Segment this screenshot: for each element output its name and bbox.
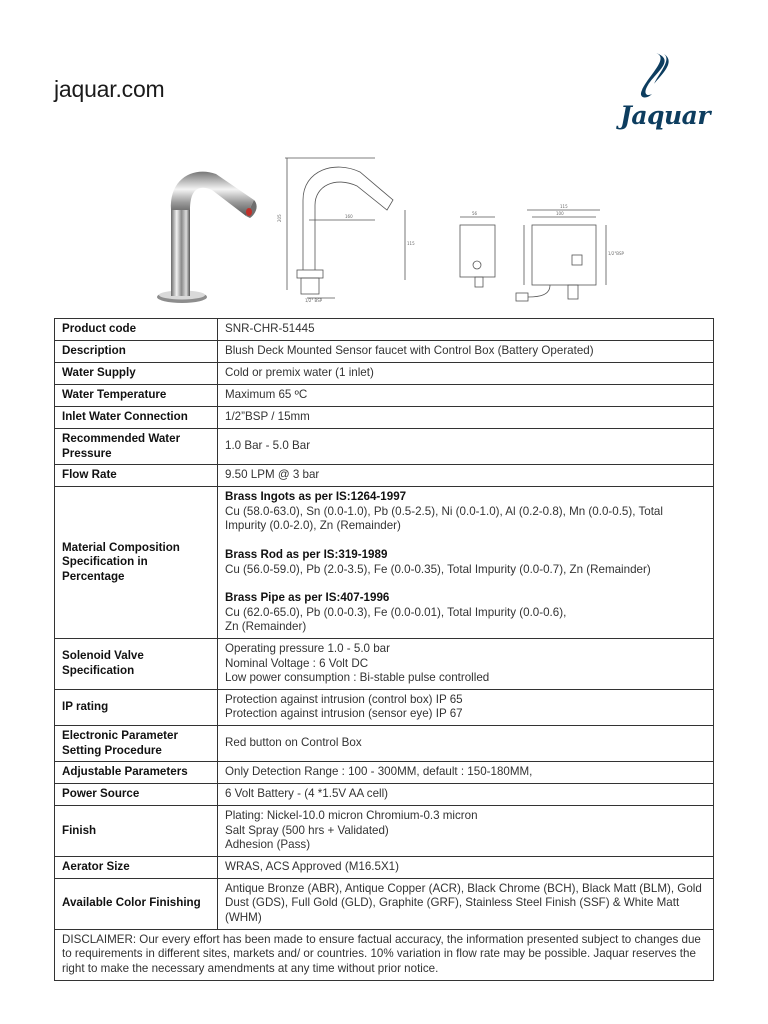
table-row [55, 363, 714, 385]
faucet-technical-drawing [275, 150, 445, 310]
table-row [55, 784, 714, 806]
table-row [55, 341, 714, 363]
svg-text:1/2"BSP: 1/2"BSP [608, 251, 624, 256]
table-row [55, 806, 714, 857]
control-box-drawing [450, 204, 624, 310]
water-temperature-value: Maximum 65 ºC [218, 385, 714, 407]
water-supply-label: Water Supply [55, 363, 218, 385]
ingots-text: Cu (58.0-63.0), Sn (0.0-1.0), Pb (0.5-2.5), Ni (0.0-1.0), Al (0.2-0.8), Mn (0.0-0.5), Total Impurity (0.0-2.0), Zn (Remainder) [225, 504, 663, 533]
power-source-value: 6 Volt Battery - (4 *1.5V AA cell) [218, 784, 714, 806]
material-value [218, 487, 714, 639]
table-row [55, 762, 714, 784]
table-row [55, 319, 714, 341]
color-finishing-value: Antique Bronze (ABR), Antique Copper (ACR), Black Chrome (BCH), Black Matt (BLM), Gold Dust (GDS), Full Gold (GLD), Graphite (GRF), Stainless Steel Finish (SSF) & White Matt (WHM) [218, 878, 714, 929]
aerator-label: Aerator Size [55, 856, 218, 878]
rod-text: Cu (56.0-59.0), Pb (2.0-3.5), Fe (0.0-0.35), Total Impurity (0.0-0.7), Zn (Remainder) [225, 562, 651, 576]
table-row [55, 407, 714, 429]
solenoid-line: Operating pressure 1.0 - 5.0 bar [225, 641, 390, 655]
pipe-text-1: Cu (62.0-65.0), Pb (0.0-0.3), Fe (0.0-0.01), Total Impurity (0.0-0.6), [225, 605, 567, 619]
disclaimer: DISCLAIMER: Our every effort has been made to ensure factual accuracy, the information presented subject to changes due to requirements in different sites, markets and/ or countries. 10% variation in flow rate may be possible. Jaquar reserves the right to make the necessary amendments at any time without prior notice. [55, 929, 714, 980]
finish-line: Salt Spray (500 hrs + Validated) [225, 823, 389, 837]
specification-table [54, 318, 714, 981]
pipe-title: Brass Pipe as per IS:407-1996 [225, 591, 390, 605]
solenoid-line: Low power consumption : Bi-stable pulse controlled [225, 671, 490, 685]
pipe-text-2: Zn (Remainder) [225, 620, 307, 634]
jaquar-swoosh-icon [618, 50, 718, 104]
flow-rate-label: Flow Rate [55, 465, 218, 487]
finish-label: Finish [55, 806, 218, 857]
recommended-pressure-value: 1.0 Bar - 5.0 Bar [218, 429, 714, 465]
table-row [55, 487, 714, 639]
table-row [55, 878, 714, 929]
svg-text:115: 115 [407, 241, 415, 246]
ip-rating-label: IP rating [55, 689, 218, 725]
product-code-label: Product code [55, 319, 218, 341]
finish-value [218, 806, 714, 857]
faucet-photo [154, 160, 274, 310]
table-row [55, 638, 714, 689]
electronic-param-value: Red button on Control Box [218, 725, 714, 761]
table-row [55, 689, 714, 725]
table-row [55, 385, 714, 407]
ip-rating-line: Protection against intrusion (sensor eye) IP 67 [225, 707, 463, 721]
site-url: jaquar.com [54, 76, 165, 102]
solenoid-line: Nominal Voltage : 6 Volt DC [225, 656, 369, 670]
water-temperature-label: Water Temperature [55, 385, 218, 407]
adjustable-params-label: Adjustable Parameters [55, 762, 218, 784]
adjustable-params-value: Only Detection Range : 100 - 300MM, default : 150-180MM, [218, 762, 714, 784]
table-row [55, 929, 714, 980]
table-row [55, 465, 714, 487]
material-label: Material Composition Specification in Percentage [55, 487, 218, 639]
rod-title: Brass Rod as per IS:319-1989 [225, 547, 388, 561]
color-finishing-label: Available Color Finishing [55, 878, 218, 929]
ingots-title: Brass Ingots as per IS:1264-1997 [225, 490, 407, 504]
product-code-value: SNR-CHR-51445 [218, 319, 714, 341]
power-source-label: Power Source [55, 784, 218, 806]
solenoid-value [218, 638, 714, 689]
finish-line: Plating: Nickel-10.0 micron Chromium-0.3 micron [225, 809, 478, 823]
inlet-connection-value: 1/2”BSP / 15mm [218, 407, 714, 429]
svg-text:56: 56 [472, 211, 478, 216]
description-value: Blush Deck Mounted Sensor faucet with Control Box (Battery Operated) [218, 341, 714, 363]
aerator-value: WRAS, ACS Approved (M16.5X1) [218, 856, 714, 878]
inlet-connection-label: Inlet Water Connection [55, 407, 218, 429]
recommended-pressure-label: Recommended Water Pressure [55, 429, 218, 465]
ip-rating-line: Protection against intrusion (control box) IP 65 [225, 692, 463, 706]
svg-text:1/2" BSP: 1/2" BSP [305, 298, 323, 303]
svg-text:160: 160 [345, 214, 353, 219]
logo-text: Jaquar [620, 101, 711, 130]
flow-rate-value: 9.50 LPM @ 3 bar [218, 465, 714, 487]
electronic-param-label: Electronic Parameter Setting Procedure [55, 725, 218, 761]
svg-text:100: 100 [556, 211, 564, 216]
finish-line: Adhesion (Pass) [225, 838, 311, 852]
water-supply-value: Cold or premix water (1 inlet) [218, 363, 714, 385]
table-row [55, 725, 714, 761]
svg-text:205: 205 [277, 214, 282, 222]
ip-rating-value [218, 689, 714, 725]
jaquar-logo [618, 50, 718, 136]
solenoid-label: Solenoid Valve Specification [55, 638, 218, 689]
table-row [55, 429, 714, 465]
description-label: Description [55, 341, 218, 363]
svg-text:115: 115 [560, 204, 568, 209]
table-row [55, 856, 714, 878]
